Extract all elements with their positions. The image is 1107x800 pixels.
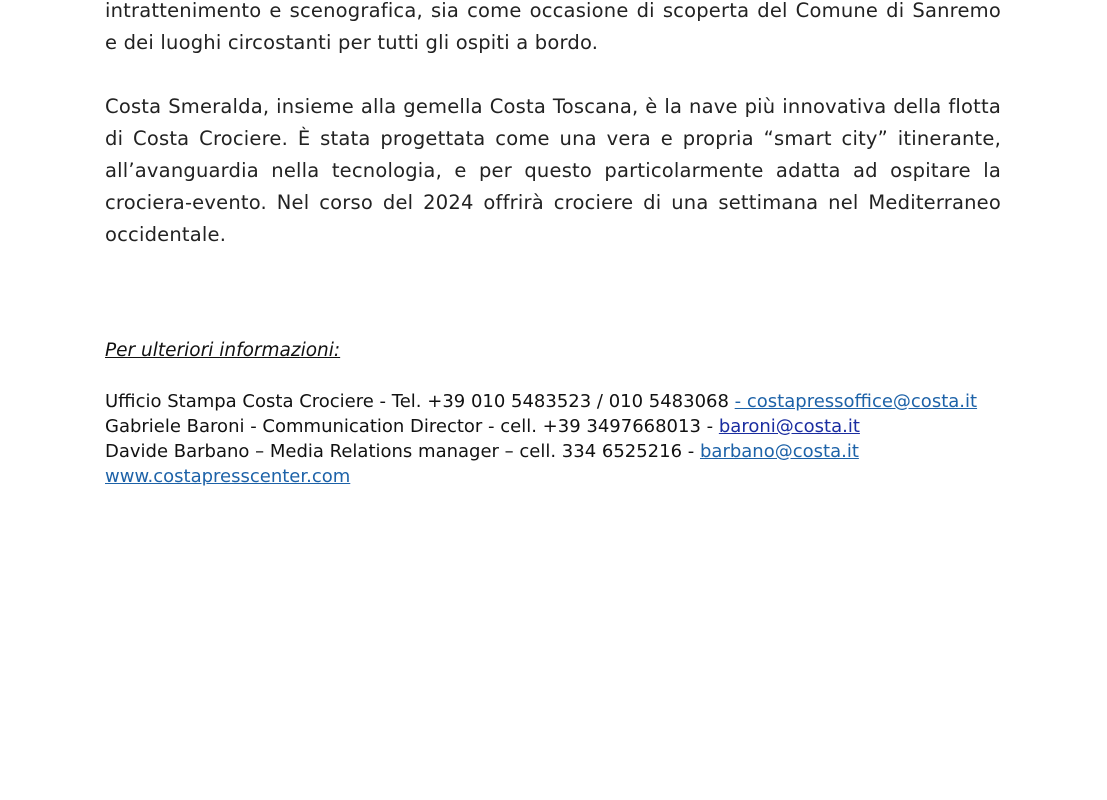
contact-barbano [105,439,1001,464]
email-link-barbano[interactable]: barbano@costa.it [699,441,859,462]
info-heading: Per ulteriori informazioni: [105,340,341,361]
email-link-baroni[interactable]: baroni@costa.it [718,416,860,437]
contact-text: Gabriele Baroni - Communication Director - cell. +39 3497668013 - [105,416,719,437]
website-line [105,464,1001,489]
website-link[interactable]: www.costapresscenter.com [105,466,351,487]
contact-text: Davide Barbano – Media Relations manager – cell. 334 6525216 - [105,441,700,462]
contact-baroni [105,414,1001,439]
email-link-press-office[interactable]: - costapressoffice@costa.it [734,391,978,412]
contact-text: Ufficio Stampa Costa Crociere - Tel. +39 010 5483523 / 010 5483068 [105,391,735,412]
body-paragraph-2: Costa Smeralda, insieme alla gemella Costa Toscana, è la nave più innovativa della flotta di Costa Crociere. È stata progettata come una vera e propria “smart city” itinerante, all’avanguardia nella tecnologia, e per questo particolarmente adatta ad ospitare la crociera-evento. Nel corso del 2024 offrirà crociere di una settimana nel Mediterraneo occidentale. [105,95,1001,246]
body-paragraph-1: intrattenimento e scenografica, sia come occasione di scoperta del Comune di Sanremo e dei luoghi circostanti per tutti gli ospiti a bordo. [105,0,1001,54]
contact-press-office [105,389,1001,414]
contacts-block [105,389,1001,489]
